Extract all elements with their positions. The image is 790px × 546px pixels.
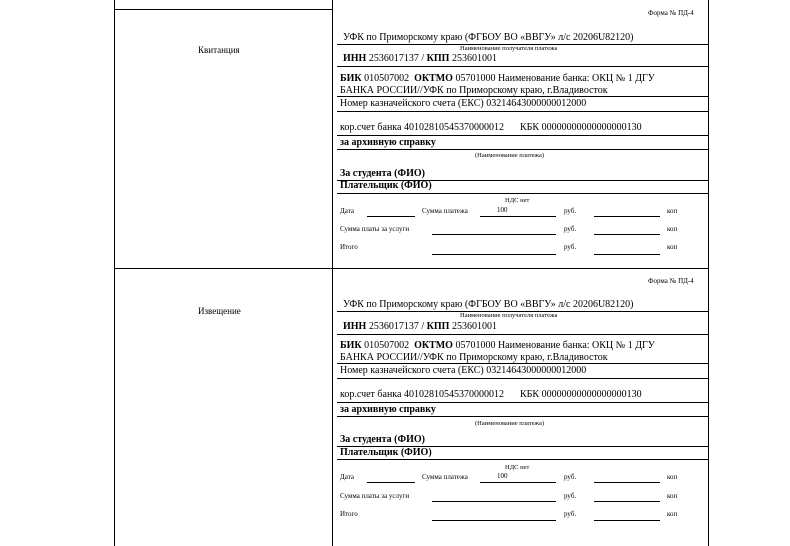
student-name: За студента (ФИО) [340, 168, 425, 179]
treasury-account: Номер казначейского счета (ЕКС) 03214643000000012000 [340, 98, 587, 109]
bik-label: БИК [340, 73, 362, 84]
sum-field[interactable] [480, 482, 556, 483]
service-field[interactable] [432, 234, 556, 235]
service-label: Сумма платы за услуги [340, 492, 410, 500]
rub-label: руб. [564, 225, 577, 233]
sum-label: Сумма платежа [422, 207, 468, 215]
notice-section [0, 268, 790, 546]
form-number: Форма № ПД-4 [648, 9, 694, 17]
bik-label: БИК [340, 340, 362, 351]
bank-name-line1: Наименование банка: ОКЦ № 1 ДГУ [497, 73, 655, 84]
form-number: Форма № ПД-4 [648, 277, 694, 285]
kop-field[interactable] [594, 501, 660, 502]
service-label: Сумма платы за услуги [340, 225, 410, 233]
kop-label: коп [667, 225, 678, 233]
bik-value: 010507002 [364, 340, 410, 351]
total-field[interactable] [432, 254, 556, 255]
payment-name-caption: (Наименование платежа) [475, 420, 544, 427]
bik-oktmo-line [340, 73, 655, 84]
rub-label: руб. [564, 207, 577, 215]
side-label: Извещение [198, 306, 241, 316]
kpp-value: 253601001 [451, 53, 497, 64]
recipient-name: УФК по Приморскому краю (ФГБОУ ВО «ВВГУ» л/с 20206U82120) [343, 299, 634, 310]
inn-label: ИНН [343, 53, 367, 64]
total-label: Итого [340, 510, 358, 518]
kop-label: коп [667, 207, 678, 215]
kop-field[interactable] [594, 254, 660, 255]
corr-account: кор.счет банка 40102810545370000012 [340, 389, 504, 400]
corr-account: кор.счет банка 40102810545370000012 [340, 122, 504, 133]
date-field[interactable] [367, 482, 415, 483]
rub-label: руб. [564, 473, 577, 481]
rub-label: руб. [564, 492, 577, 500]
sum-field[interactable] [480, 216, 556, 217]
treasury-account: Номер казначейского счета (ЕКС) 03214643000000012000 [340, 365, 587, 376]
kop-label: коп [667, 510, 678, 518]
vat-note: НДС нет [505, 464, 530, 471]
oktmo-value: 05701000 [455, 340, 496, 351]
oktmo-value: 05701000 [455, 73, 496, 84]
payment-name-caption: (Наименование платежа) [475, 152, 544, 159]
student-name: За студента (ФИО) [340, 434, 425, 445]
payer-name: Плательщик (ФИО) [340, 447, 432, 458]
sum-value: 100 [497, 472, 508, 480]
payment-name: за архивную справку [340, 404, 436, 415]
kpp-value: 253601001 [451, 321, 497, 332]
sum-value: 100 [497, 206, 508, 214]
oktmo-label: ОКТМО [414, 73, 453, 84]
recipient-caption: Наименование получателя платежа [460, 312, 558, 319]
kop-field[interactable] [594, 234, 660, 235]
inn-label: ИНН [343, 321, 367, 332]
inn-kpp-line: ИНН 2536017137 / КПП 253601001 [343, 53, 497, 64]
date-label: Дата [340, 473, 354, 481]
side-label: Квитанция [198, 45, 240, 55]
bank-name-line1: Наименование банка: ОКЦ № 1 ДГУ [497, 340, 655, 351]
date-field[interactable] [367, 216, 415, 217]
payment-name: за архивную справку [340, 137, 436, 148]
rub-label: руб. [564, 510, 577, 518]
total-field[interactable] [432, 520, 556, 521]
kpp-label: КПП [426, 53, 450, 64]
inn-value: 2536017137 [368, 53, 419, 64]
oktmo-label: ОКТМО [414, 340, 453, 351]
sum-label: Сумма платежа [422, 473, 468, 481]
total-label: Итого [340, 243, 358, 251]
recipient-caption: Наименование получателя платежа [460, 45, 558, 52]
date-label: Дата [340, 207, 354, 215]
kbk: КБК 00000000000000000130 [520, 122, 642, 133]
receipt-section [0, 0, 790, 268]
bank-name-line2: БАНКА РОССИИ//УФК по Приморскому краю, г.Владивосток [340, 352, 608, 363]
vat-note: НДС нет [505, 197, 530, 204]
kop-field[interactable] [594, 216, 660, 217]
inn-value: 2536017137 [368, 321, 419, 332]
kbk: КБК 00000000000000000130 [520, 389, 642, 400]
recipient-name: УФК по Приморскому краю (ФГБОУ ВО «ВВГУ» л/с 20206U82120) [343, 32, 634, 43]
kop-label: коп [667, 473, 678, 481]
kpp-label: КПП [426, 321, 450, 332]
payer-name: Плательщик (ФИО) [340, 180, 432, 191]
kop-label: коп [667, 243, 678, 251]
inn-kpp-line: ИНН 2536017137 / КПП 253601001 [343, 321, 497, 332]
bank-name-line2: БАНКА РОССИИ//УФК по Приморскому краю, г.Владивосток [340, 85, 608, 96]
bik-value: 010507002 [364, 73, 410, 84]
kop-label: коп [667, 492, 678, 500]
kop-field[interactable] [594, 482, 660, 483]
service-field[interactable] [432, 501, 556, 502]
rub-label: руб. [564, 243, 577, 251]
bik-oktmo-line [340, 340, 655, 351]
kop-field[interactable] [594, 520, 660, 521]
